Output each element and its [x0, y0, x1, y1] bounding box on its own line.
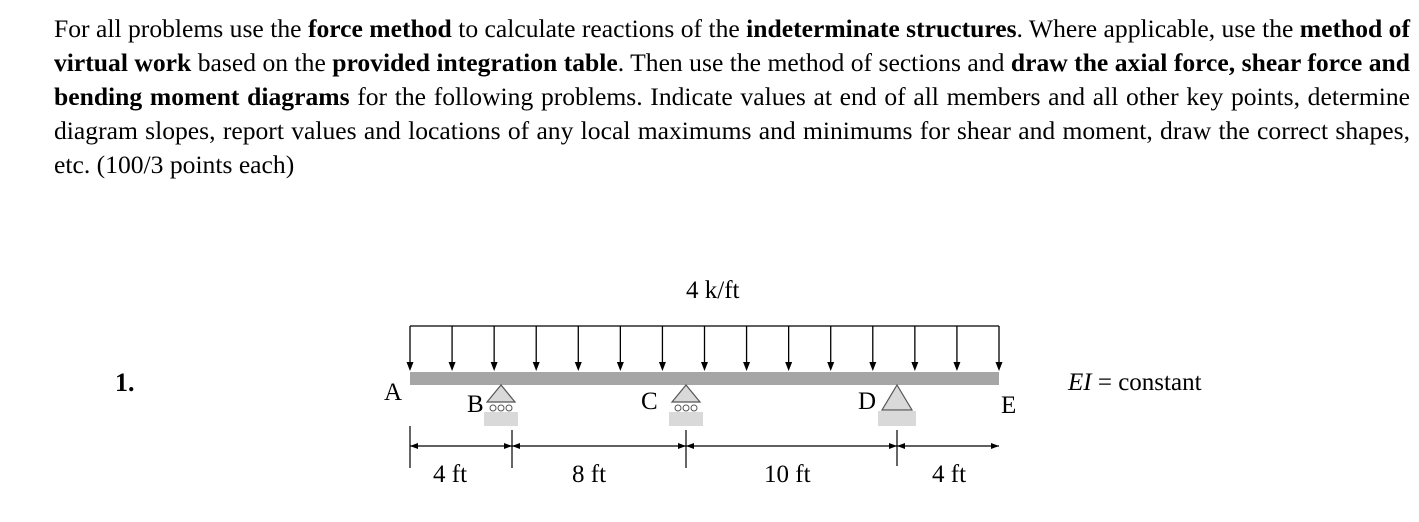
label-d: D — [858, 388, 877, 415]
load-arrow-head — [533, 362, 540, 371]
label-a: A — [384, 379, 403, 406]
roller-c3 — [691, 405, 697, 411]
dim-arrow-d1 — [889, 443, 897, 449]
load-arrow-head — [827, 362, 834, 371]
load-arrow-head — [701, 362, 708, 371]
ei-note: EI = constant — [1068, 369, 1202, 396]
load-arrows — [407, 326, 1003, 371]
dim-arrow-a — [410, 443, 418, 449]
dim-arrow-c2 — [686, 443, 694, 449]
span-cd-label: 10 ft — [764, 461, 811, 488]
ground-d — [878, 411, 916, 426]
beam — [410, 372, 999, 385]
roller-c1 — [675, 405, 681, 411]
label-c: C — [641, 388, 658, 415]
load-arrow-head — [996, 362, 1003, 371]
load-arrow-head — [617, 362, 624, 371]
span-ab-label: 4 ft — [433, 461, 468, 488]
load-arrow-head — [911, 362, 918, 371]
label-e: E — [1001, 392, 1017, 419]
dim-arrow-e — [991, 443, 999, 449]
roller-b3 — [506, 405, 512, 411]
support-c — [669, 385, 703, 426]
problem-number: 1. — [115, 368, 135, 397]
load-arrow-head — [869, 362, 876, 371]
distributed-load — [407, 326, 1003, 371]
dim-arrow-b2 — [512, 443, 520, 449]
load-arrow-head — [491, 362, 498, 371]
span-de-label: 4 ft — [932, 461, 967, 488]
load-arrow-head — [407, 362, 414, 371]
load-arrow-head — [449, 362, 456, 371]
ground-c — [669, 412, 703, 426]
support-d — [878, 385, 916, 426]
load-label: 4 k/ft — [686, 277, 740, 304]
dim-arrow-d2 — [897, 443, 905, 449]
support-b — [484, 385, 518, 426]
label-b: B — [467, 391, 484, 418]
dim-arrow-b1 — [504, 443, 512, 449]
problem-instructions: For all problems use the force method to calculate reactions of the indeterminate structures. Where applicable, use the method of virtual work based on the provided integration table. Then use the method of sections and draw the axial force, shear force and bending moment diagrams for the following problems. Indicate values at end of all members and all other key points, determine diagram slopes, report values and locations of any local maximums and minimums for shear and moment, draw the correct shapes, etc. (100/3 points each) — [54, 14, 1411, 179]
roller-b2 — [498, 405, 504, 411]
pin-triangle-b — [487, 385, 515, 402]
load-arrow-head — [743, 362, 750, 371]
load-arrow-head — [575, 362, 582, 371]
load-arrow-head — [659, 362, 666, 371]
roller-b1 — [490, 405, 496, 411]
roller-c2 — [683, 405, 689, 411]
dimension-lines — [410, 426, 999, 468]
ground-b — [484, 412, 518, 426]
span-bc-label: 8 ft — [572, 461, 607, 488]
load-arrow-head — [785, 362, 792, 371]
pin-triangle-d — [882, 385, 912, 410]
load-arrow-head — [953, 362, 960, 371]
dim-arrow-c1 — [678, 443, 686, 449]
pin-triangle-c — [672, 385, 700, 402]
